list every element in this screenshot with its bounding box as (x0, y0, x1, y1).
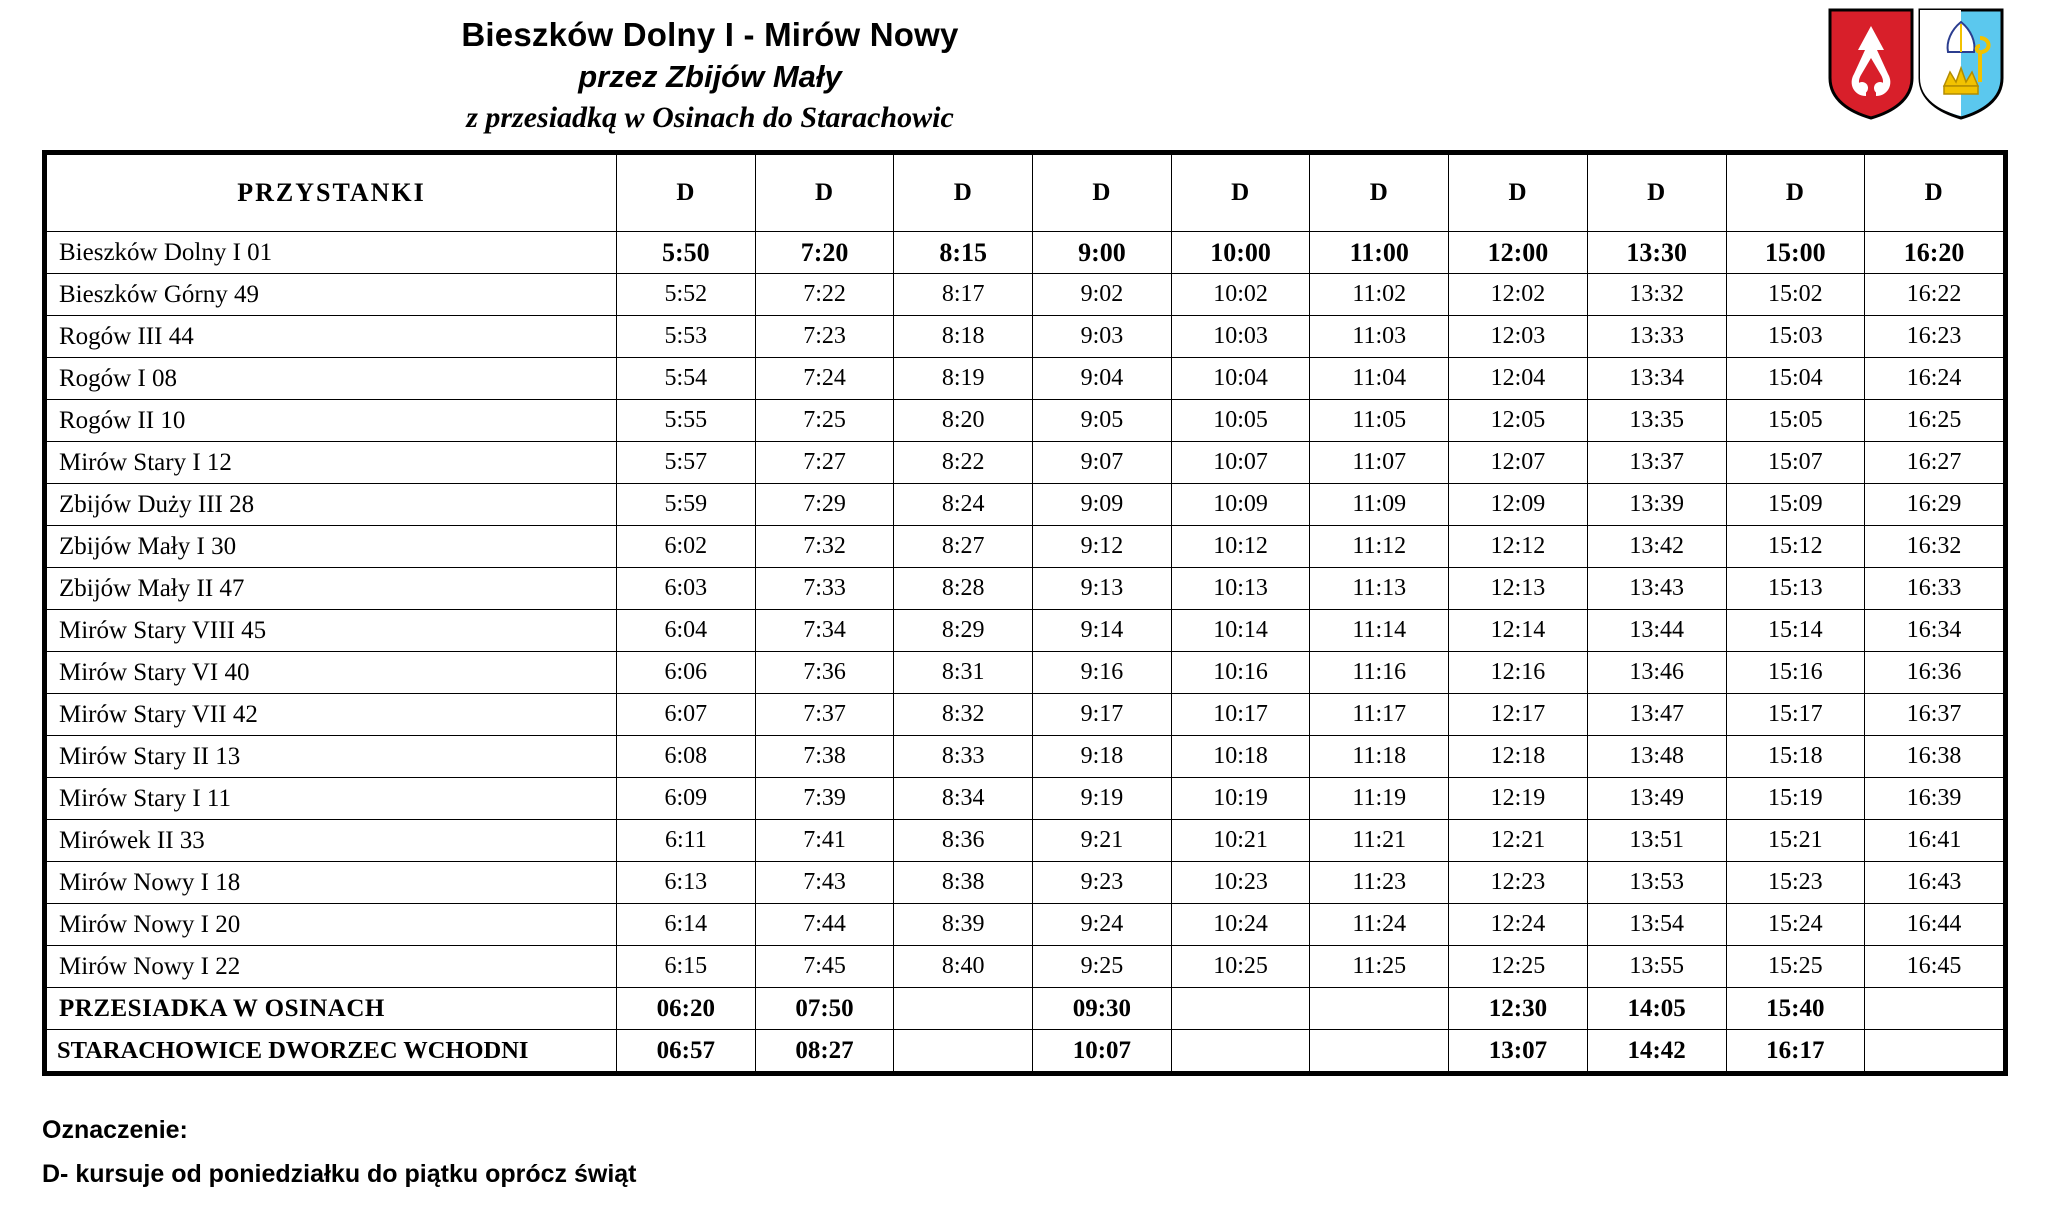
departure-time-cell: 16:34 (1865, 610, 2004, 652)
departure-time-cell: 13:47 (1587, 694, 1726, 736)
departure-time-cell: 12:05 (1449, 400, 1588, 442)
coat-of-arms (1828, 8, 2008, 126)
table-row (47, 736, 2004, 778)
departure-time-cell: 10:12 (1171, 526, 1310, 568)
departure-time-cell: 15:17 (1726, 694, 1865, 736)
departure-time-cell: 7:41 (755, 820, 894, 862)
departure-time-cell: 13:43 (1587, 568, 1726, 610)
departure-time-cell: 15:25 (1726, 946, 1865, 988)
departure-time-cell: 11:09 (1310, 484, 1449, 526)
departure-time-cell: 9:17 (1033, 694, 1172, 736)
departure-time-cell: 6:13 (617, 862, 756, 904)
departure-time-cell: 13:44 (1587, 610, 1726, 652)
departure-time-cell: 13:37 (1587, 442, 1726, 484)
departure-time-cell: 7:38 (755, 736, 894, 778)
departure-time-cell: 5:53 (617, 316, 756, 358)
departure-time-cell: 13:33 (1587, 316, 1726, 358)
departure-time-cell: 11:18 (1310, 736, 1449, 778)
table-row (47, 820, 2004, 862)
departure-time-cell: 9:19 (1033, 778, 1172, 820)
departure-time-cell: 9:07 (1033, 442, 1172, 484)
stop-name-cell: Mirów Nowy I 20 (47, 904, 617, 946)
departure-time-cell: 16:39 (1865, 778, 2004, 820)
departure-time-cell: 10:13 (1171, 568, 1310, 610)
departure-time-cell (1171, 1030, 1310, 1072)
page-subtitle-via: przez Zbijów Mały (578, 59, 842, 94)
column-header-stops: PRZYSTANKI (47, 155, 617, 232)
departure-time-cell: 6:02 (617, 526, 756, 568)
departure-time-cell: 12:12 (1449, 526, 1588, 568)
departure-time-cell: 15:04 (1726, 358, 1865, 400)
departure-time-cell: 15:07 (1726, 442, 1865, 484)
table-row (47, 316, 2004, 358)
departure-time-cell: 08:27 (755, 1030, 894, 1072)
departure-time-cell: 12:09 (1449, 484, 1588, 526)
stop-name-cell: Mirów Stary I 11 (47, 778, 617, 820)
departure-time-cell: 12:07 (1449, 442, 1588, 484)
coat-of-arms-left-icon (1828, 8, 1914, 120)
table-row (47, 1030, 2004, 1072)
departure-time-cell: 8:36 (894, 820, 1033, 862)
departure-time-cell: 12:17 (1449, 694, 1588, 736)
departure-time-cell: 15:05 (1726, 400, 1865, 442)
table-row (47, 358, 2004, 400)
table-row (47, 946, 2004, 988)
timetable-container (42, 150, 2008, 1076)
departure-time-cell: 16:41 (1865, 820, 2004, 862)
departure-time-cell: 9:03 (1033, 316, 1172, 358)
departure-time-cell: 15:00 (1726, 232, 1865, 274)
departure-time-cell: 9:02 (1033, 274, 1172, 316)
departure-time-cell: 9:18 (1033, 736, 1172, 778)
departure-time-cell: 9:25 (1033, 946, 1172, 988)
column-header-service-8: D (1587, 155, 1726, 232)
column-header-service-1: D (617, 155, 756, 232)
departure-time-cell: 7:25 (755, 400, 894, 442)
departure-time-cell: 6:09 (617, 778, 756, 820)
departure-time-cell: 7:39 (755, 778, 894, 820)
departure-time-cell: 06:20 (617, 988, 756, 1030)
stop-name-cell: Mirów Stary I 12 (47, 442, 617, 484)
column-header-service-6: D (1310, 155, 1449, 232)
departure-time-cell: 8:20 (894, 400, 1033, 442)
departure-time-cell: 11:00 (1310, 232, 1449, 274)
departure-time-cell (1310, 1030, 1449, 1072)
departure-time-cell: 7:43 (755, 862, 894, 904)
departure-time-cell: 6:06 (617, 652, 756, 694)
stop-name-cell: Zbijów Mały I 30 (47, 526, 617, 568)
stop-name-cell: Bieszków Dolny I 01 (47, 232, 617, 274)
departure-time-cell: 9:14 (1033, 610, 1172, 652)
departure-time-cell: 13:46 (1587, 652, 1726, 694)
column-header-service-7: D (1449, 155, 1588, 232)
departure-time-cell (894, 1030, 1033, 1072)
departure-time-cell: 06:57 (617, 1030, 756, 1072)
departure-time-cell: 13:39 (1587, 484, 1726, 526)
departure-time-cell: 12:19 (1449, 778, 1588, 820)
stop-name-cell: PRZESIADKA W OSINACH (47, 988, 617, 1030)
departure-time-cell: 7:29 (755, 484, 894, 526)
departure-time-cell: 11:25 (1310, 946, 1449, 988)
departure-time-cell: 16:36 (1865, 652, 2004, 694)
table-row (47, 778, 2004, 820)
table-row (47, 232, 2004, 274)
departure-time-cell: 6:15 (617, 946, 756, 988)
stop-name-cell: Mirówek II 33 (47, 820, 617, 862)
departure-time-cell: 9:12 (1033, 526, 1172, 568)
departure-time-cell: 12:23 (1449, 862, 1588, 904)
stop-name-cell: STARACHOWICE DWORZEC WCHODNI (47, 1030, 617, 1072)
departure-time-cell: 16:29 (1865, 484, 2004, 526)
departure-time-cell: 11:24 (1310, 904, 1449, 946)
departure-time-cell: 10:25 (1171, 946, 1310, 988)
departure-time-cell: 11:04 (1310, 358, 1449, 400)
departure-time-cell: 14:42 (1587, 1030, 1726, 1072)
departure-time-cell: 10:07 (1171, 442, 1310, 484)
departure-time-cell: 10:07 (1033, 1030, 1172, 1072)
column-header-service-3: D (894, 155, 1033, 232)
departure-time-cell: 12:30 (1449, 988, 1588, 1030)
departure-time-cell: 13:54 (1587, 904, 1726, 946)
stop-name-cell: Rogów II 10 (47, 400, 617, 442)
departure-time-cell (894, 988, 1033, 1030)
departure-time-cell: 5:54 (617, 358, 756, 400)
departure-time-cell: 7:23 (755, 316, 894, 358)
departure-time-cell: 12:21 (1449, 820, 1588, 862)
departure-time-cell: 11:23 (1310, 862, 1449, 904)
departure-time-cell: 07:50 (755, 988, 894, 1030)
departure-time-cell: 9:04 (1033, 358, 1172, 400)
departure-time-cell: 6:14 (617, 904, 756, 946)
departure-time-cell: 9:16 (1033, 652, 1172, 694)
departure-time-cell: 11:03 (1310, 316, 1449, 358)
table-row (47, 484, 2004, 526)
departure-time-cell: 8:22 (894, 442, 1033, 484)
departure-time-cell: 16:27 (1865, 442, 2004, 484)
table-row (47, 442, 2004, 484)
column-header-service-10: D (1865, 155, 2004, 232)
departure-time-cell: 5:52 (617, 274, 756, 316)
column-header-service-4: D (1033, 155, 1172, 232)
stop-name-cell: Mirów Nowy I 18 (47, 862, 617, 904)
departure-time-cell: 15:14 (1726, 610, 1865, 652)
departure-time-cell: 8:15 (894, 232, 1033, 274)
departure-time-cell: 13:48 (1587, 736, 1726, 778)
departure-time-cell: 11:12 (1310, 526, 1449, 568)
departure-time-cell: 7:36 (755, 652, 894, 694)
table-row (47, 526, 2004, 568)
departure-time-cell: 11:14 (1310, 610, 1449, 652)
departure-time-cell: 8:24 (894, 484, 1033, 526)
departure-time-cell: 9:00 (1033, 232, 1172, 274)
departure-time-cell: 7:37 (755, 694, 894, 736)
departure-time-cell: 9:09 (1033, 484, 1172, 526)
departure-time-cell: 10:17 (1171, 694, 1310, 736)
table-row (47, 400, 2004, 442)
departure-time-cell: 9:05 (1033, 400, 1172, 442)
departure-time-cell: 15:40 (1726, 988, 1865, 1030)
departure-time-cell: 7:44 (755, 904, 894, 946)
page-header (0, 0, 2048, 150)
departure-time-cell: 16:24 (1865, 358, 2004, 400)
departure-time-cell: 16:25 (1865, 400, 2004, 442)
departure-time-cell: 16:20 (1865, 232, 2004, 274)
departure-time-cell: 6:03 (617, 568, 756, 610)
departure-time-cell: 15:09 (1726, 484, 1865, 526)
departure-time-cell: 10:24 (1171, 904, 1310, 946)
departure-time-cell: 12:14 (1449, 610, 1588, 652)
departure-time-cell: 10:23 (1171, 862, 1310, 904)
stop-name-cell: Rogów I 08 (47, 358, 617, 400)
departure-time-cell: 12:04 (1449, 358, 1588, 400)
departure-time-cell: 16:38 (1865, 736, 2004, 778)
departure-time-cell: 8:32 (894, 694, 1033, 736)
departure-time-cell: 16:44 (1865, 904, 2004, 946)
table-row (47, 988, 2004, 1030)
departure-time-cell: 8:28 (894, 568, 1033, 610)
departure-time-cell: 12:25 (1449, 946, 1588, 988)
departure-time-cell: 8:18 (894, 316, 1033, 358)
table-row (47, 568, 2004, 610)
header-row (47, 155, 2004, 232)
table-row (47, 652, 2004, 694)
departure-time-cell: 16:22 (1865, 274, 2004, 316)
departure-time-cell: 8:27 (894, 526, 1033, 568)
departure-time-cell: 15:16 (1726, 652, 1865, 694)
stop-name-cell: Mirów Nowy I 22 (47, 946, 617, 988)
departure-time-cell: 11:16 (1310, 652, 1449, 694)
departure-time-cell: 16:33 (1865, 568, 2004, 610)
departure-time-cell (1171, 988, 1310, 1030)
departure-time-cell: 15:13 (1726, 568, 1865, 610)
departure-time-cell: 15:19 (1726, 778, 1865, 820)
departure-time-cell: 10:04 (1171, 358, 1310, 400)
departure-time-cell: 8:31 (894, 652, 1033, 694)
departure-time-cell: 13:35 (1587, 400, 1726, 442)
table-row (47, 610, 2004, 652)
departure-time-cell: 12:18 (1449, 736, 1588, 778)
departure-time-cell: 5:59 (617, 484, 756, 526)
departure-time-cell: 12:03 (1449, 316, 1588, 358)
legend (42, 1108, 2048, 1196)
departure-time-cell: 7:22 (755, 274, 894, 316)
departure-time-cell: 5:57 (617, 442, 756, 484)
departure-time-cell: 6:04 (617, 610, 756, 652)
departure-time-cell: 9:24 (1033, 904, 1172, 946)
stop-name-cell: Mirów Stary VII 42 (47, 694, 617, 736)
departure-time-cell: 11:02 (1310, 274, 1449, 316)
departure-time-cell: 8:39 (894, 904, 1033, 946)
stop-name-cell: Mirów Stary VI 40 (47, 652, 617, 694)
departure-time-cell: 15:12 (1726, 526, 1865, 568)
departure-time-cell: 16:37 (1865, 694, 2004, 736)
title-block (60, 14, 1360, 138)
stop-name-cell: Zbijów Duży III 28 (47, 484, 617, 526)
departure-time-cell: 9:21 (1033, 820, 1172, 862)
column-header-service-5: D (1171, 155, 1310, 232)
departure-time-cell: 10:09 (1171, 484, 1310, 526)
departure-time-cell: 11:17 (1310, 694, 1449, 736)
stop-name-cell: Mirów Stary II 13 (47, 736, 617, 778)
departure-time-cell: 13:42 (1587, 526, 1726, 568)
coat-of-arms-right-icon (1918, 8, 2004, 120)
departure-time-cell: 7:33 (755, 568, 894, 610)
timetable-body (47, 232, 2004, 1072)
departure-time-cell: 10:14 (1171, 610, 1310, 652)
departure-time-cell: 16:17 (1726, 1030, 1865, 1072)
column-header-service-2: D (755, 155, 894, 232)
departure-time-cell: 12:02 (1449, 274, 1588, 316)
departure-time-cell: 8:33 (894, 736, 1033, 778)
departure-time-cell: 10:21 (1171, 820, 1310, 862)
departure-time-cell: 6:08 (617, 736, 756, 778)
departure-time-cell: 6:07 (617, 694, 756, 736)
legend-line-d: D- kursuje od poniedziałku do piątku oprócz świąt (42, 1160, 637, 1188)
stop-name-cell: Rogów III 44 (47, 316, 617, 358)
departure-time-cell: 10:05 (1171, 400, 1310, 442)
departure-time-cell: 7:20 (755, 232, 894, 274)
departure-time-cell: 16:43 (1865, 862, 2004, 904)
departure-time-cell: 8:40 (894, 946, 1033, 988)
departure-time-cell: 9:23 (1033, 862, 1172, 904)
departure-time-cell: 7:45 (755, 946, 894, 988)
legend-heading: Oznaczenie: (42, 1116, 188, 1144)
departure-time-cell: 9:13 (1033, 568, 1172, 610)
page-title: Bieszków Dolny I - Mirów Nowy (461, 16, 959, 53)
departure-time-cell: 16:45 (1865, 946, 2004, 988)
departure-time-cell: 09:30 (1033, 988, 1172, 1030)
departure-time-cell: 13:32 (1587, 274, 1726, 316)
departure-time-cell: 10:16 (1171, 652, 1310, 694)
departure-time-cell: 15:03 (1726, 316, 1865, 358)
departure-time-cell: 15:21 (1726, 820, 1865, 862)
departure-time-cell: 13:07 (1449, 1030, 1588, 1072)
stop-name-cell: Bieszków Górny 49 (47, 274, 617, 316)
departure-time-cell: 7:32 (755, 526, 894, 568)
departure-time-cell: 10:19 (1171, 778, 1310, 820)
departure-time-cell: 14:05 (1587, 988, 1726, 1030)
departure-time-cell: 8:34 (894, 778, 1033, 820)
departure-time-cell: 13:30 (1587, 232, 1726, 274)
departure-time-cell: 15:18 (1726, 736, 1865, 778)
table-row (47, 862, 2004, 904)
departure-time-cell: 8:19 (894, 358, 1033, 400)
departure-time-cell: 7:34 (755, 610, 894, 652)
departure-time-cell: 12:13 (1449, 568, 1588, 610)
departure-time-cell: 12:16 (1449, 652, 1588, 694)
departure-time-cell: 11:05 (1310, 400, 1449, 442)
table-row (47, 694, 2004, 736)
departure-time-cell: 15:02 (1726, 274, 1865, 316)
column-header-service-9: D (1726, 155, 1865, 232)
departure-time-cell: 11:13 (1310, 568, 1449, 610)
stop-name-cell: Zbijów Mały II 47 (47, 568, 617, 610)
departure-time-cell: 8:17 (894, 274, 1033, 316)
departure-time-cell: 11:21 (1310, 820, 1449, 862)
departure-time-cell: 11:19 (1310, 778, 1449, 820)
timetable (46, 154, 2004, 1072)
departure-time-cell (1865, 1030, 2004, 1072)
timetable-head (47, 155, 2004, 232)
departure-time-cell: 5:55 (617, 400, 756, 442)
departure-time-cell: 13:53 (1587, 862, 1726, 904)
page-subtitle-transfer: z przesiadką w Osinach do Starachowic (466, 101, 954, 134)
departure-time-cell: 16:32 (1865, 526, 2004, 568)
departure-time-cell (1310, 988, 1449, 1030)
departure-time-cell: 10:03 (1171, 316, 1310, 358)
departure-time-cell: 13:34 (1587, 358, 1726, 400)
departure-time-cell: 16:23 (1865, 316, 2004, 358)
departure-time-cell: 7:27 (755, 442, 894, 484)
departure-time-cell: 8:38 (894, 862, 1033, 904)
departure-time-cell: 10:18 (1171, 736, 1310, 778)
departure-time-cell: 10:00 (1171, 232, 1310, 274)
departure-time-cell: 5:50 (617, 232, 756, 274)
table-row (47, 904, 2004, 946)
table-row (47, 274, 2004, 316)
departure-time-cell: 7:24 (755, 358, 894, 400)
stop-name-cell: Mirów Stary VIII 45 (47, 610, 617, 652)
departure-time-cell: 13:49 (1587, 778, 1726, 820)
departure-time-cell: 15:23 (1726, 862, 1865, 904)
departure-time-cell: 6:11 (617, 820, 756, 862)
departure-time-cell: 8:29 (894, 610, 1033, 652)
departure-time-cell: 15:24 (1726, 904, 1865, 946)
departure-time-cell: 10:02 (1171, 274, 1310, 316)
departure-time-cell: 11:07 (1310, 442, 1449, 484)
departure-time-cell: 12:00 (1449, 232, 1588, 274)
departure-time-cell: 13:55 (1587, 946, 1726, 988)
departure-time-cell: 12:24 (1449, 904, 1588, 946)
departure-time-cell (1865, 988, 2004, 1030)
departure-time-cell: 13:51 (1587, 820, 1726, 862)
